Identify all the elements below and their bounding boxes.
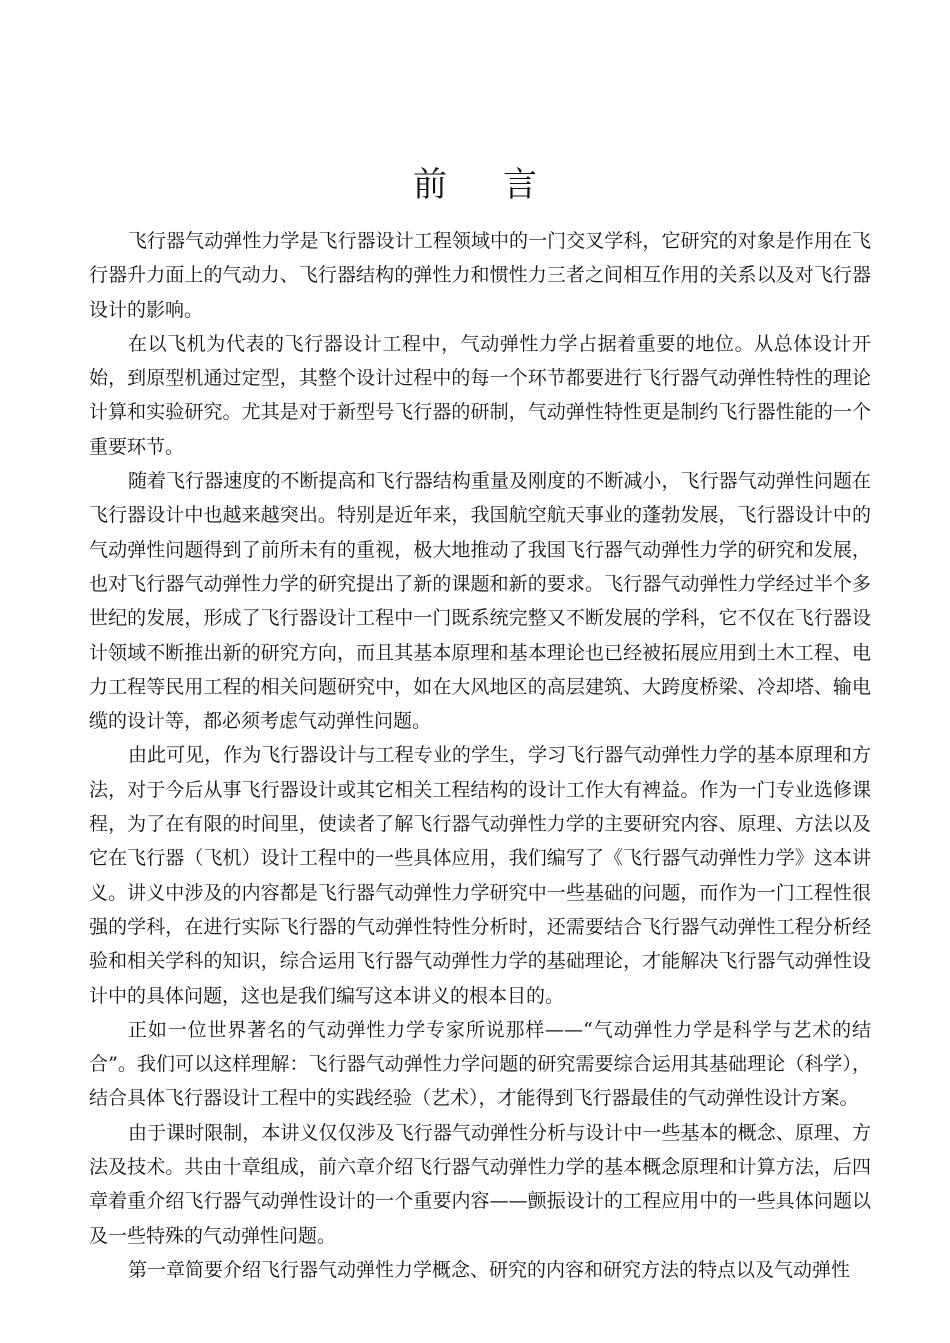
preface-body (89, 224, 871, 1287)
paragraph: 由于课时限制，本讲义仅仅涉及飞行器气动弹性分析与设计中一些基本的概念、原理、方法及技术。共由十章组成，前六章介绍飞行器气动弹性力学的基本概念原理和计算方法，后四章着重介绍飞行器气动弹性设计的一个重要内容——颤振设计的工程应用中的一些具体问题以及一些特殊的气动弹性问题。 (89, 1121, 871, 1247)
paragraph: 由此可见，作为飞行器设计与工程专业的学生，学习飞行器气动弹性力学的基本原理和方法，对于今后从事飞行器设计或其它相关工程结构的设计工作大有裨益。作为一门专业选修课程，为了在有限的时间里，使读者了解飞行器气动弹性力学的主要研究内容、原理、方法以及它在飞行器（飞机）设计工程中的一些具体应用，我们编写了《飞行器气动弹性力学》这本讲义。讲义中涉及的内容都是飞行器气动弹性力学研究中一些基础的问题，而作为一门工程性很强的学科，在进行实际飞行器的气动弹性特性分析时，还需要结合飞行器气动弹性工程分析经验和相关学科的知识，综合运用飞行器气动弹性力学的基础理论，才能解决飞行器气动弹性设计中的具体问题，这也是我们编写这本讲义的根本目的。 (89, 744, 871, 1007)
paragraph: 正如一位世界著名的气动弹性力学专家所说那样——“气动弹性力学是科学与艺术的结合”。我们可以这样理解：飞行器气动弹性力学问题的研究需要综合运用其基础理论（科学），结合具体飞行器设计工程中的实践经验（艺术），才能得到飞行器最佳的气动弹性设计方案。 (89, 1018, 871, 1110)
paragraph: 飞行器气动弹性力学是飞行器设计工程领域中的一门交叉学科，它研究的对象是作用在飞行器升力面上的气动力、飞行器结构的弹性力和惯性力三者之间相互作用的关系以及对飞行器设计的影响。 (89, 230, 871, 321)
paragraph: 第一章简要介绍飞行器气动弹性力学概念、研究的内容和研究方法的特点以及气动弹性 (128, 1258, 851, 1281)
paragraph: 在以飞机为代表的飞行器设计工程中，气动弹性力学占据着重要的地位。从总体设计开始，到原型机通过定型，其整个设计过程中的每一个环节都要进行飞行器气动弹性特性的理论计算和实验研究。尤其是对于新型号飞行器的研制，气动弹性特性更是制约飞行器性能的一个重要环节。 (89, 332, 871, 458)
paragraph: 随着飞行器速度的不断提高和飞行器结构重量及刚度的不断减小，飞行器气动弹性问题在飞行器设计中也越来越突出。特别是近年来，我国航空航天事业的蓬勃发展，飞行器设计中的气动弹性问题得到了前所未有的重视，极大地推动了我国飞行器气动弹性力学的研究和发展，也对飞行器气动弹性力学的研究提出了新的课题和新的要求。飞行器气动弹性力学经过半个多世纪的发展，形成了飞行器设计工程中一门既系统完整又不断发展的学科，它不仅在飞行器设计领域不断推出新的研究方向，而且其基本原理和基本理论也已经被拓展应用到土木工程、电力工程等民用工程的相关问题研究中，如在大风地区的高层建筑、大跨度桥梁、冷却塔、输电缆的设计等，都必须考虑气动弹性问题。 (89, 470, 871, 733)
page-title: 前言 (413, 164, 593, 205)
